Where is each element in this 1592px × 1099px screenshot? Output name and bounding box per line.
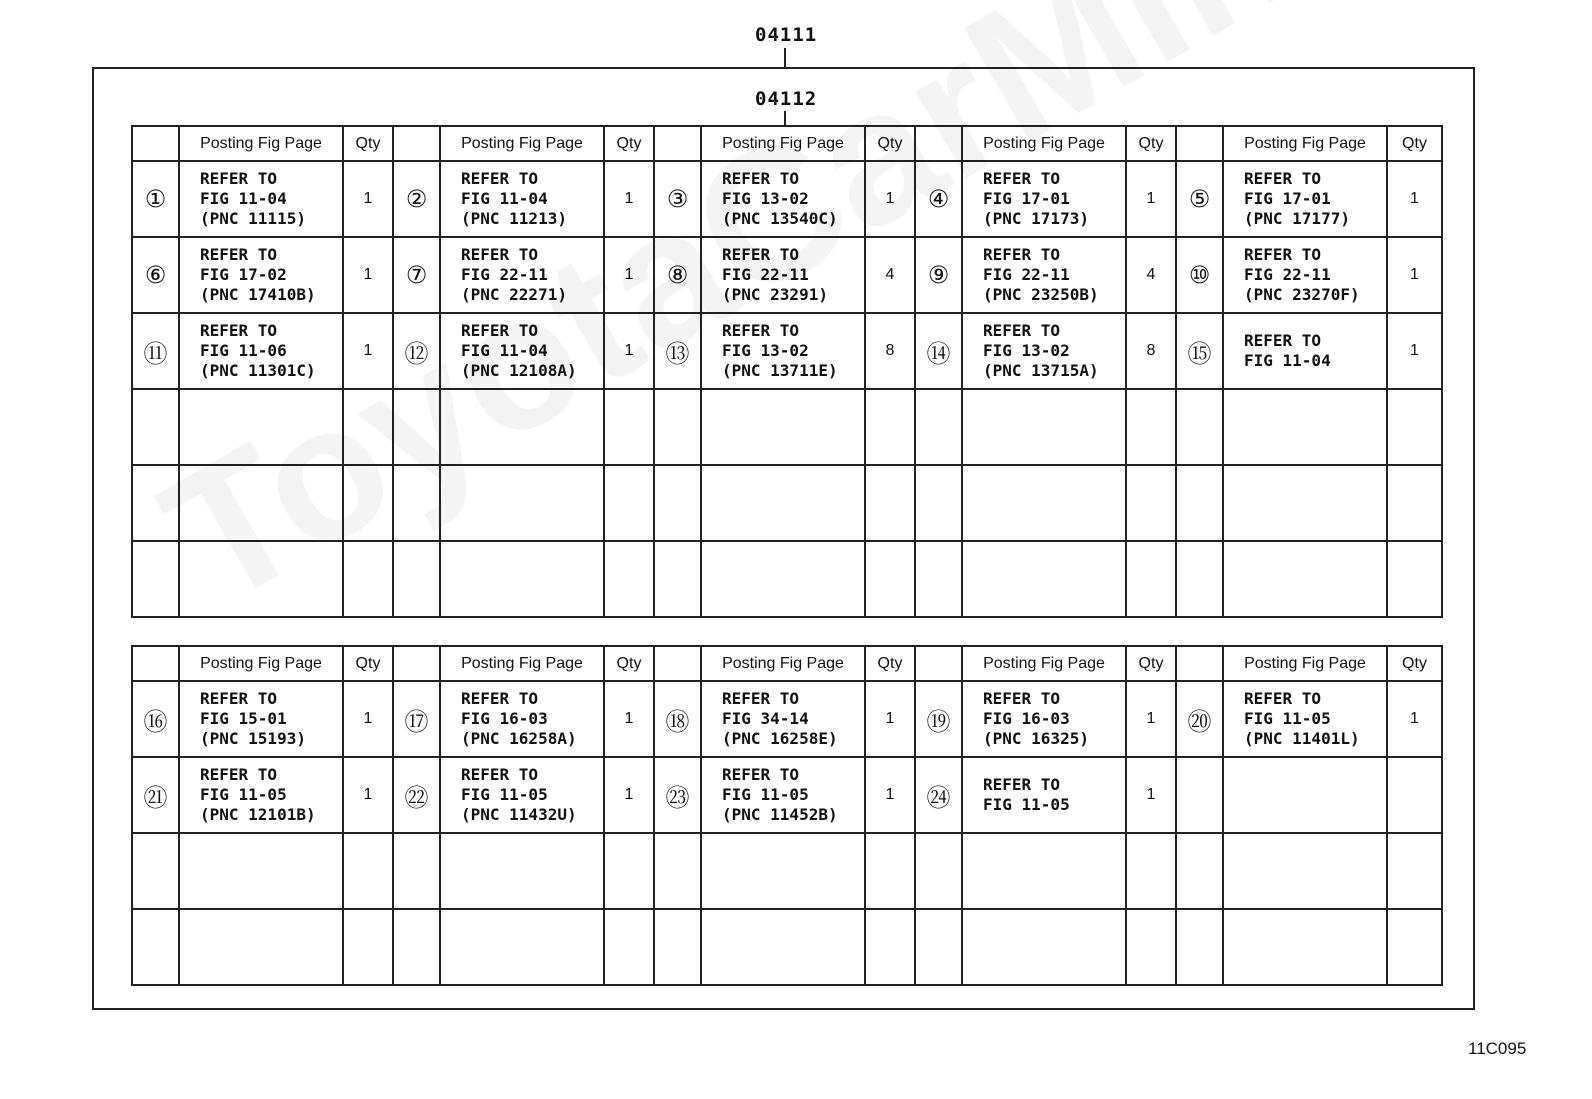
reference-cell — [179, 757, 343, 833]
header-posting-fig-page: Posting Fig Page — [179, 646, 343, 681]
reference-cell — [440, 237, 604, 313]
reference-line: FIG 34-14 — [722, 709, 809, 728]
header-number-cell — [132, 126, 179, 161]
quantity-cell: 1 — [604, 757, 654, 833]
reference-line: (PNC 23270F) — [1244, 285, 1360, 304]
item-number — [915, 389, 962, 465]
reference-line: (PNC 11213) — [461, 209, 567, 228]
header-posting-fig-page: Posting Fig Page — [440, 126, 604, 161]
drawing-code: 11C095 — [1468, 1039, 1527, 1058]
reference-line: REFER TO — [461, 321, 539, 340]
quantity-cell: 1 — [1126, 681, 1176, 757]
item-number: ⑲ — [915, 681, 962, 757]
reference-line: FIG 13-02 — [722, 189, 809, 208]
reference-line: (PNC 11432U) — [461, 805, 577, 824]
reference-cell — [701, 465, 865, 541]
reference-cell — [440, 681, 604, 757]
quantity-cell — [604, 389, 654, 465]
item-number — [915, 465, 962, 541]
quantity-cell: 1 — [1387, 313, 1442, 389]
reference-cell — [1223, 389, 1387, 465]
item-number — [915, 541, 962, 617]
reference-cell — [962, 161, 1126, 237]
header-qty: Qty — [1387, 126, 1442, 161]
quantity-cell — [865, 541, 915, 617]
reference-line: REFER TO — [722, 321, 800, 340]
reference-line: FIG 15-01 — [200, 709, 287, 728]
reference-cell — [440, 465, 604, 541]
header-posting-fig-page: Posting Fig Page — [701, 646, 865, 681]
reference-table-upper — [131, 125, 1443, 618]
reference-line: FIG 11-04 — [461, 189, 548, 208]
reference-cell — [701, 237, 865, 313]
quantity-cell: 1 — [343, 681, 393, 757]
reference-line: FIG 13-02 — [983, 341, 1070, 360]
reference-line: (PNC 17410B) — [200, 285, 316, 304]
reference-line: REFER TO — [461, 245, 539, 264]
reference-cell — [179, 313, 343, 389]
reference-line: (PNC 13540C) — [722, 209, 838, 228]
reference-cell — [1223, 313, 1387, 389]
item-number: ㉒ — [393, 757, 440, 833]
reference-line: REFER TO — [1244, 331, 1322, 350]
item-number — [393, 541, 440, 617]
quantity-cell — [1387, 757, 1442, 833]
reference-line: FIG 11-05 — [461, 785, 548, 804]
quantity-cell — [343, 465, 393, 541]
reference-line: FIG 22-11 — [461, 265, 548, 284]
outer-group-label: 04111 — [755, 24, 818, 46]
reference-line: FIG 11-06 — [200, 341, 287, 360]
item-number — [1176, 541, 1223, 617]
quantity-cell: 1 — [1126, 161, 1176, 237]
quantity-cell: 1 — [604, 681, 654, 757]
header-posting-fig-page: Posting Fig Page — [179, 126, 343, 161]
header-number-cell — [915, 126, 962, 161]
quantity-cell: 1 — [343, 237, 393, 313]
reference-line: FIG 22-11 — [1244, 265, 1331, 284]
item-number: ④ — [915, 161, 962, 237]
item-number — [132, 389, 179, 465]
quantity-cell: 8 — [1126, 313, 1176, 389]
quantity-cell — [865, 833, 915, 909]
item-number: ⑳ — [1176, 681, 1223, 757]
table-header-row — [132, 646, 1442, 681]
reference-cell — [179, 909, 343, 985]
table-row — [132, 465, 1442, 541]
item-number: ⑪ — [132, 313, 179, 389]
reference-line: REFER TO — [200, 689, 278, 708]
header-number-cell — [654, 646, 701, 681]
reference-line: REFER TO — [461, 765, 539, 784]
item-number — [1176, 465, 1223, 541]
reference-line: REFER TO — [983, 321, 1061, 340]
reference-line: (PNC 11115) — [200, 209, 306, 228]
reference-cell — [1223, 161, 1387, 237]
quantity-cell — [604, 465, 654, 541]
reference-line: FIG 11-05 — [983, 795, 1070, 814]
header-qty: Qty — [865, 126, 915, 161]
quantity-cell — [865, 465, 915, 541]
reference-line: FIG 11-05 — [200, 785, 287, 804]
reference-cell — [1223, 541, 1387, 617]
reference-cell — [701, 541, 865, 617]
reference-line: FIG 17-02 — [200, 265, 287, 284]
header-posting-fig-page: Posting Fig Page — [962, 646, 1126, 681]
reference-cell — [962, 465, 1126, 541]
reference-line: FIG 11-04 — [200, 189, 287, 208]
header-posting-fig-page: Posting Fig Page — [440, 646, 604, 681]
reference-line: (PNC 11301C) — [200, 361, 316, 380]
quantity-cell — [1126, 833, 1176, 909]
reference-line: (PNC 11401L) — [1244, 729, 1360, 748]
header-number-cell — [1176, 126, 1223, 161]
reference-line: REFER TO — [200, 321, 278, 340]
reference-line: REFER TO — [1244, 245, 1322, 264]
quantity-cell: 1 — [343, 313, 393, 389]
header-posting-fig-page: Posting Fig Page — [701, 126, 865, 161]
quantity-cell: 1 — [1387, 237, 1442, 313]
item-number — [132, 465, 179, 541]
table-row — [132, 909, 1442, 985]
header-qty: Qty — [1126, 126, 1176, 161]
reference-cell — [179, 681, 343, 757]
reference-line: (PNC 13715A) — [983, 361, 1099, 380]
reference-cell — [440, 909, 604, 985]
reference-cell — [962, 541, 1126, 617]
table-row — [132, 541, 1442, 617]
reference-line: (PNC 16258E) — [722, 729, 838, 748]
quantity-cell — [1387, 909, 1442, 985]
table-header-row — [132, 126, 1442, 161]
quantity-cell — [343, 389, 393, 465]
quantity-cell — [1387, 541, 1442, 617]
item-number: ⑨ — [915, 237, 962, 313]
table-row — [132, 389, 1442, 465]
quantity-cell — [1126, 909, 1176, 985]
reference-cell — [440, 757, 604, 833]
item-number: ⑱ — [654, 681, 701, 757]
reference-line: (PNC 17177) — [1244, 209, 1350, 228]
header-number-cell — [393, 646, 440, 681]
reference-cell — [701, 681, 865, 757]
item-number: ㉓ — [654, 757, 701, 833]
header-number-cell — [654, 126, 701, 161]
quantity-cell — [604, 909, 654, 985]
reference-line: REFER TO — [722, 765, 800, 784]
reference-line: FIG 11-05 — [1244, 709, 1331, 728]
reference-line: REFER TO — [722, 689, 800, 708]
reference-line: REFER TO — [461, 689, 539, 708]
item-number: ⑬ — [654, 313, 701, 389]
reference-cell — [440, 833, 604, 909]
reference-line: FIG 17-01 — [1244, 189, 1331, 208]
header-qty: Qty — [1126, 646, 1176, 681]
reference-cell — [701, 909, 865, 985]
item-number: ② — [393, 161, 440, 237]
reference-line: (PNC 23291) — [722, 285, 828, 304]
reference-line: (PNC 16325) — [983, 729, 1089, 748]
reference-cell — [440, 161, 604, 237]
reference-cell — [962, 313, 1126, 389]
reference-line: REFER TO — [200, 765, 278, 784]
reference-line: REFER TO — [983, 689, 1061, 708]
header-posting-fig-page: Posting Fig Page — [1223, 126, 1387, 161]
item-number: ⑰ — [393, 681, 440, 757]
reference-line: REFER TO — [1244, 169, 1322, 188]
item-number — [654, 389, 701, 465]
item-number — [393, 909, 440, 985]
quantity-cell: 1 — [343, 161, 393, 237]
quantity-cell: 1 — [1126, 757, 1176, 833]
item-number — [132, 909, 179, 985]
item-number — [1176, 757, 1223, 833]
reference-line: REFER TO — [722, 169, 800, 188]
reference-cell — [1223, 757, 1387, 833]
quantity-cell — [604, 833, 654, 909]
header-number-cell — [132, 646, 179, 681]
outer-group-leader — [784, 48, 786, 67]
table-row — [132, 313, 1442, 389]
reference-cell — [1223, 909, 1387, 985]
reference-line: FIG 16-03 — [983, 709, 1070, 728]
quantity-cell: 1 — [865, 681, 915, 757]
reference-line: REFER TO — [983, 169, 1061, 188]
quantity-cell — [865, 389, 915, 465]
item-number — [654, 833, 701, 909]
item-number: ⑤ — [1176, 161, 1223, 237]
reference-cell — [1223, 681, 1387, 757]
header-qty: Qty — [604, 126, 654, 161]
header-qty: Qty — [343, 126, 393, 161]
header-number-cell — [1176, 646, 1223, 681]
item-number — [1176, 833, 1223, 909]
table-row — [132, 681, 1442, 757]
item-number — [132, 833, 179, 909]
table-row — [132, 833, 1442, 909]
header-qty: Qty — [343, 646, 393, 681]
quantity-cell: 1 — [1387, 161, 1442, 237]
quantity-cell: 4 — [865, 237, 915, 313]
item-number — [654, 909, 701, 985]
table-row — [132, 757, 1442, 833]
item-number — [1176, 389, 1223, 465]
reference-line: FIG 22-11 — [722, 265, 809, 284]
reference-line: REFER TO — [983, 775, 1061, 794]
table-row — [132, 161, 1442, 237]
item-number — [1176, 909, 1223, 985]
quantity-cell — [343, 909, 393, 985]
reference-cell — [179, 465, 343, 541]
quantity-cell: 1 — [865, 161, 915, 237]
quantity-cell — [343, 833, 393, 909]
quantity-cell — [1126, 465, 1176, 541]
reference-line: REFER TO — [983, 245, 1061, 264]
reference-line: (PNC 17173) — [983, 209, 1089, 228]
reference-line: (PNC 23250B) — [983, 285, 1099, 304]
item-number — [393, 465, 440, 541]
reference-line: (PNC 12101B) — [200, 805, 316, 824]
quantity-cell: 1 — [604, 237, 654, 313]
reference-table-lower — [131, 645, 1443, 986]
reference-cell — [962, 909, 1126, 985]
reference-cell — [962, 833, 1126, 909]
item-number: ⑦ — [393, 237, 440, 313]
item-number: ⑮ — [1176, 313, 1223, 389]
quantity-cell: 1 — [604, 313, 654, 389]
reference-line: FIG 11-04 — [461, 341, 548, 360]
item-number: ③ — [654, 161, 701, 237]
reference-line: (PNC 13711E) — [722, 361, 838, 380]
quantity-cell: 8 — [865, 313, 915, 389]
inner-group-leader — [784, 111, 786, 126]
item-number: ⑧ — [654, 237, 701, 313]
reference-line: FIG 17-01 — [983, 189, 1070, 208]
quantity-cell — [1387, 465, 1442, 541]
reference-line: (PNC 22271) — [461, 285, 567, 304]
reference-line: REFER TO — [461, 169, 539, 188]
header-number-cell — [915, 646, 962, 681]
item-number — [393, 389, 440, 465]
quantity-cell — [1126, 389, 1176, 465]
quantity-cell: 1 — [343, 757, 393, 833]
reference-line: (PNC 16258A) — [461, 729, 577, 748]
quantity-cell — [1126, 541, 1176, 617]
reference-line: (PNC 15193) — [200, 729, 306, 748]
reference-line: FIG 22-11 — [983, 265, 1070, 284]
reference-cell — [179, 541, 343, 617]
item-number — [915, 909, 962, 985]
quantity-cell: 4 — [1126, 237, 1176, 313]
reference-line: (PNC 11452B) — [722, 805, 838, 824]
reference-cell — [179, 389, 343, 465]
quantity-cell — [604, 541, 654, 617]
reference-cell — [1223, 833, 1387, 909]
item-number — [915, 833, 962, 909]
reference-cell — [440, 541, 604, 617]
reference-line: REFER TO — [722, 245, 800, 264]
reference-cell — [962, 237, 1126, 313]
reference-cell — [1223, 465, 1387, 541]
reference-cell — [701, 313, 865, 389]
quantity-cell: 1 — [865, 757, 915, 833]
reference-cell — [701, 833, 865, 909]
header-number-cell — [393, 126, 440, 161]
item-number: ⑩ — [1176, 237, 1223, 313]
item-number — [654, 465, 701, 541]
reference-line: FIG 16-03 — [461, 709, 548, 728]
quantity-cell: 1 — [1387, 681, 1442, 757]
item-number: ① — [132, 161, 179, 237]
inner-group-label: 04112 — [755, 88, 818, 110]
reference-line: REFER TO — [200, 245, 278, 264]
reference-cell — [962, 757, 1126, 833]
reference-line: (PNC 12108A) — [461, 361, 577, 380]
reference-line: FIG 11-05 — [722, 785, 809, 804]
quantity-cell — [1387, 389, 1442, 465]
reference-cell — [179, 833, 343, 909]
reference-cell — [701, 161, 865, 237]
header-posting-fig-page: Posting Fig Page — [962, 126, 1126, 161]
quantity-cell — [343, 541, 393, 617]
reference-cell — [962, 389, 1126, 465]
item-number — [654, 541, 701, 617]
item-number — [132, 541, 179, 617]
reference-cell — [179, 161, 343, 237]
header-qty: Qty — [604, 646, 654, 681]
reference-line: FIG 11-04 — [1244, 351, 1331, 370]
reference-cell — [440, 313, 604, 389]
reference-cell — [440, 389, 604, 465]
reference-cell — [1223, 237, 1387, 313]
reference-line: FIG 13-02 — [722, 341, 809, 360]
table-row — [132, 237, 1442, 313]
reference-cell — [179, 237, 343, 313]
header-posting-fig-page: Posting Fig Page — [1223, 646, 1387, 681]
header-qty: Qty — [1387, 646, 1442, 681]
quantity-cell: 1 — [604, 161, 654, 237]
reference-cell — [701, 389, 865, 465]
reference-cell — [701, 757, 865, 833]
item-number: ㉔ — [915, 757, 962, 833]
header-qty: Qty — [865, 646, 915, 681]
quantity-cell — [865, 909, 915, 985]
quantity-cell — [1387, 833, 1442, 909]
item-number: ⑯ — [132, 681, 179, 757]
item-number: ⑥ — [132, 237, 179, 313]
item-number — [393, 833, 440, 909]
item-number: ㉑ — [132, 757, 179, 833]
reference-line: REFER TO — [1244, 689, 1322, 708]
reference-cell — [962, 681, 1126, 757]
reference-line: REFER TO — [200, 169, 278, 188]
item-number: ⑫ — [393, 313, 440, 389]
item-number: ⑭ — [915, 313, 962, 389]
